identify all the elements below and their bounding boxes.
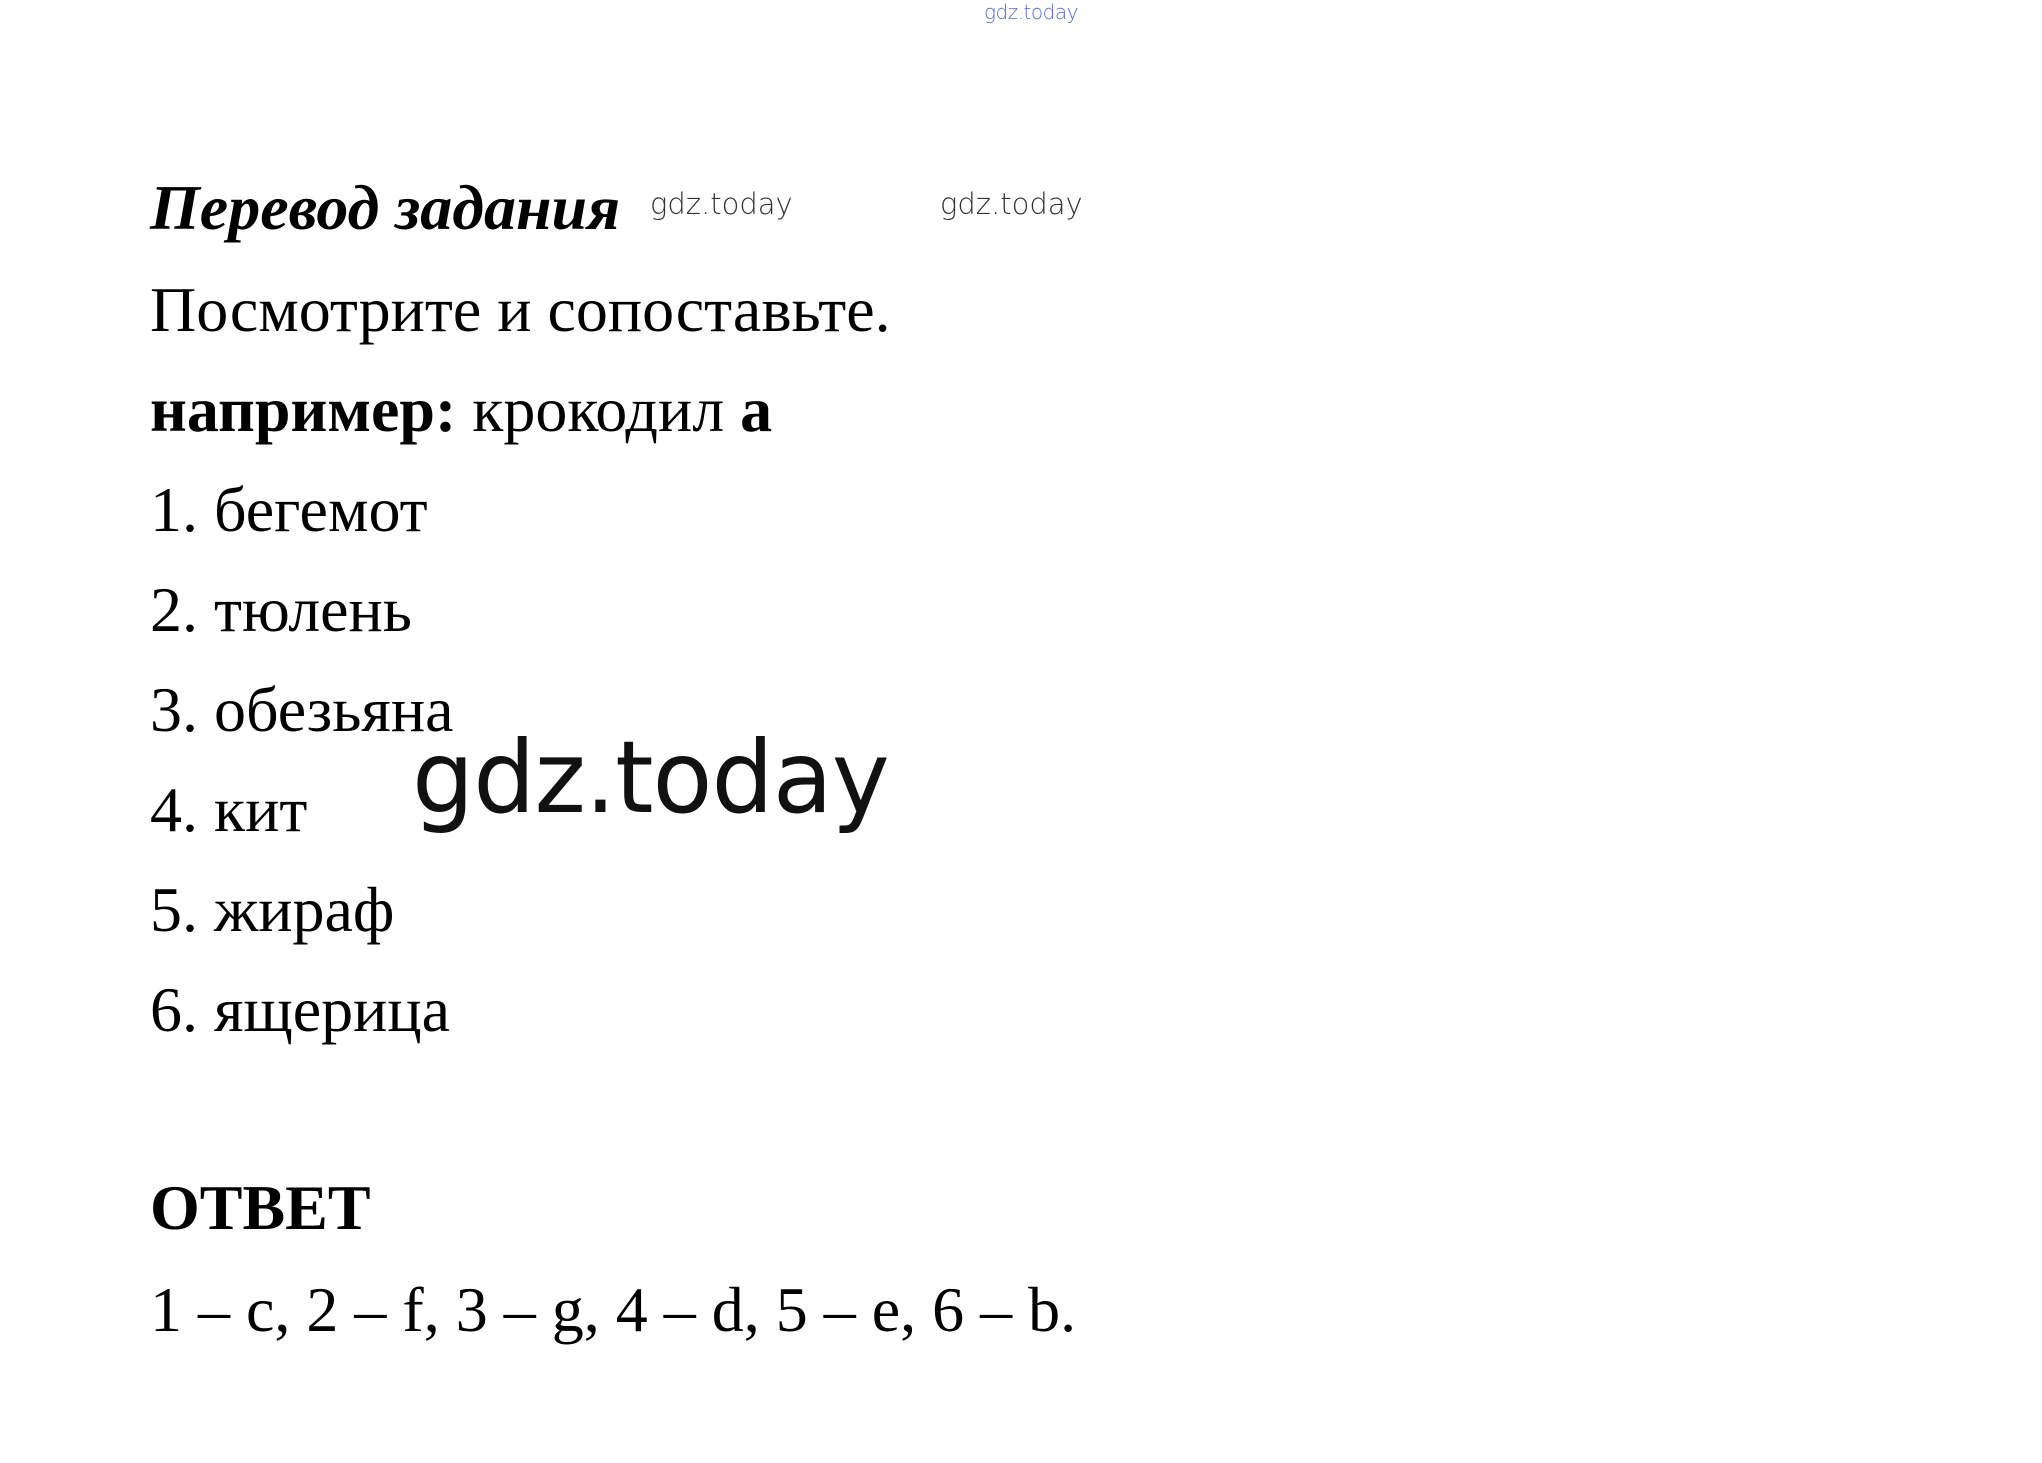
list-item: 4. кит [150, 774, 308, 845]
task-title: Перевод задания [150, 172, 621, 243]
watermark-title-2: gdz.today [940, 187, 1083, 221]
list-item: 6. ящерица [150, 974, 451, 1045]
example-label: например: [150, 374, 457, 445]
watermark-title-1: gdz.today [650, 187, 793, 221]
watermark-large: gdz.today [412, 719, 889, 836]
list-item: 1. бегемот [150, 474, 428, 545]
task-instruction: Посмотрите и сопоставьте. [150, 274, 891, 345]
example-line [150, 374, 773, 445]
example-answer: a [740, 374, 773, 445]
answer-title: ОТВЕТ [150, 1172, 371, 1243]
example-word: крокодил [472, 374, 725, 445]
list-item: 3. обезьяна [150, 674, 454, 745]
watermark-top: gdz.today [984, 0, 1078, 24]
answer-text: 1 – c, 2 – f, 3 – g, 4 – d, 5 – e, 6 – b. [150, 1274, 1077, 1345]
list-item: 5. жираф [150, 874, 395, 945]
list-item: 2. тюлень [150, 574, 412, 645]
